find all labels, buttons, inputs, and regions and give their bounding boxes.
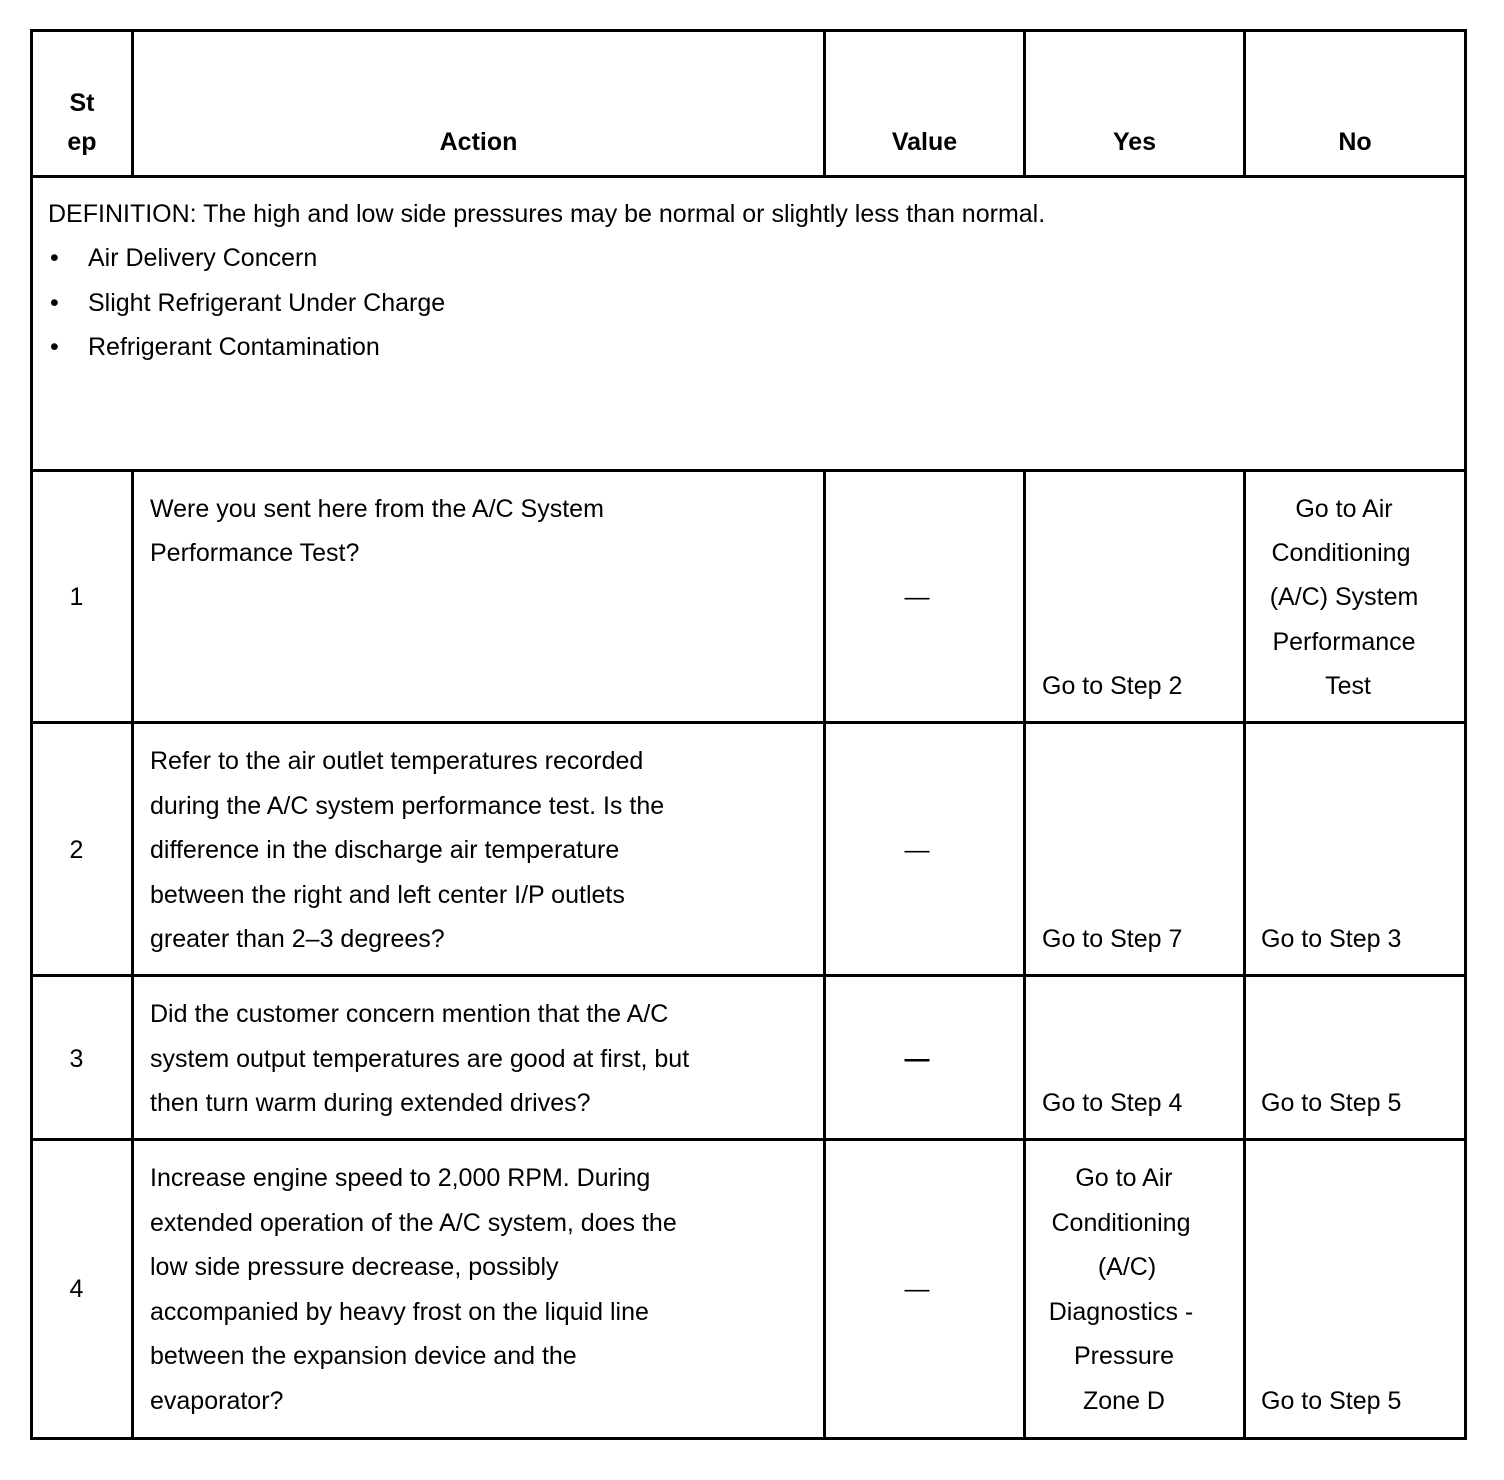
value-cell: — bbox=[904, 836, 930, 864]
action-line: between the right and left center I/P outlets bbox=[150, 881, 625, 909]
action-line: then turn warm during extended drives? bbox=[150, 1089, 591, 1117]
definition-bullet: Air Delivery Concern bbox=[88, 244, 318, 272]
action-line: low side pressure decrease, possibly bbox=[150, 1253, 559, 1281]
definition-bullet: Refrigerant Contamination bbox=[88, 333, 380, 361]
step-number: 2 bbox=[69, 836, 84, 864]
yes-cell: Go to Step 4 bbox=[1042, 1089, 1183, 1117]
yes-cell-line: Pressure bbox=[1073, 1342, 1175, 1370]
yes-cell: Go to Step 7 bbox=[1042, 925, 1183, 953]
no-cell-line: (A/C) System bbox=[1269, 583, 1419, 611]
action-line: Increase engine speed to 2,000 RPM. During bbox=[150, 1164, 651, 1192]
yes-cell-line: (A/C) bbox=[1097, 1253, 1157, 1281]
yes-cell: Go to Step 2 bbox=[1042, 672, 1183, 700]
header-yes: Yes bbox=[1112, 128, 1157, 156]
action-line: accompanied by heavy frost on the liquid line bbox=[150, 1298, 649, 1326]
step-number: 1 bbox=[69, 583, 84, 611]
diagnostic-table bbox=[30, 29, 1467, 1440]
header-no: No bbox=[1338, 128, 1372, 156]
action-line: Performance Test? bbox=[150, 539, 360, 567]
row-divider bbox=[30, 721, 1467, 724]
action-line: system output temperatures are good at first, but bbox=[150, 1045, 690, 1073]
no-cell-line: Test bbox=[1325, 672, 1371, 700]
header-step bbox=[33, 84, 131, 162]
step-number: 4 bbox=[69, 1275, 84, 1303]
table-border-left bbox=[30, 29, 33, 1440]
definition-divider bbox=[30, 469, 1467, 472]
bullet-icon: • bbox=[50, 244, 59, 272]
action-line: extended operation of the A/C system, does the bbox=[150, 1209, 677, 1237]
header-action: Action bbox=[439, 128, 518, 156]
yes-cell-line: Go to Air bbox=[1075, 1164, 1173, 1192]
row-divider bbox=[30, 1138, 1467, 1141]
no-cell-line: Go to Air bbox=[1295, 495, 1393, 523]
yes-cell-line: Conditioning bbox=[1051, 1209, 1191, 1237]
action-line: greater than 2–3 degrees? bbox=[150, 925, 445, 953]
value-cell: — bbox=[904, 583, 930, 611]
table-border-right bbox=[1464, 29, 1467, 1440]
bullet-icon: • bbox=[50, 289, 59, 317]
action-line: Refer to the air outlet temperatures recorded bbox=[150, 747, 644, 775]
table-border-bottom bbox=[30, 1437, 1467, 1440]
no-cell: Go to Step 3 bbox=[1261, 925, 1402, 953]
action-line: Did the customer concern mention that the A/C bbox=[150, 1000, 669, 1028]
no-cell: Go to Step 5 bbox=[1261, 1387, 1402, 1415]
no-cell-line: Conditioning bbox=[1271, 539, 1411, 567]
action-line: Were you sent here from the A/C System bbox=[150, 495, 604, 523]
table-border-top bbox=[30, 29, 1467, 32]
yes-cell-line: Diagnostics - bbox=[1048, 1298, 1194, 1326]
header-value: Value bbox=[891, 128, 958, 156]
header-step-line1: St bbox=[69, 89, 95, 117]
no-cell-line: Performance bbox=[1272, 628, 1416, 656]
step-number: 3 bbox=[69, 1045, 84, 1073]
yes-cell-line: Zone D bbox=[1083, 1387, 1165, 1415]
definition-text: DEFINITION: The high and low side pressures may be normal or slightly less than normal. bbox=[48, 200, 1046, 228]
value-cell: — bbox=[904, 1045, 930, 1073]
row-divider bbox=[30, 974, 1467, 977]
action-line: evaporator? bbox=[150, 1387, 284, 1415]
header-step-line2: ep bbox=[67, 128, 97, 156]
action-line: between the expansion device and the bbox=[150, 1342, 577, 1370]
value-cell: — bbox=[904, 1275, 930, 1303]
no-cell: Go to Step 5 bbox=[1261, 1089, 1402, 1117]
action-line: difference in the discharge air temperature bbox=[150, 836, 620, 864]
header-divider bbox=[30, 175, 1467, 178]
definition-bullet: Slight Refrigerant Under Charge bbox=[88, 289, 446, 317]
column-divider bbox=[131, 469, 134, 1440]
bullet-icon: • bbox=[50, 333, 59, 361]
action-line: during the A/C system performance test. Is the bbox=[150, 792, 665, 820]
